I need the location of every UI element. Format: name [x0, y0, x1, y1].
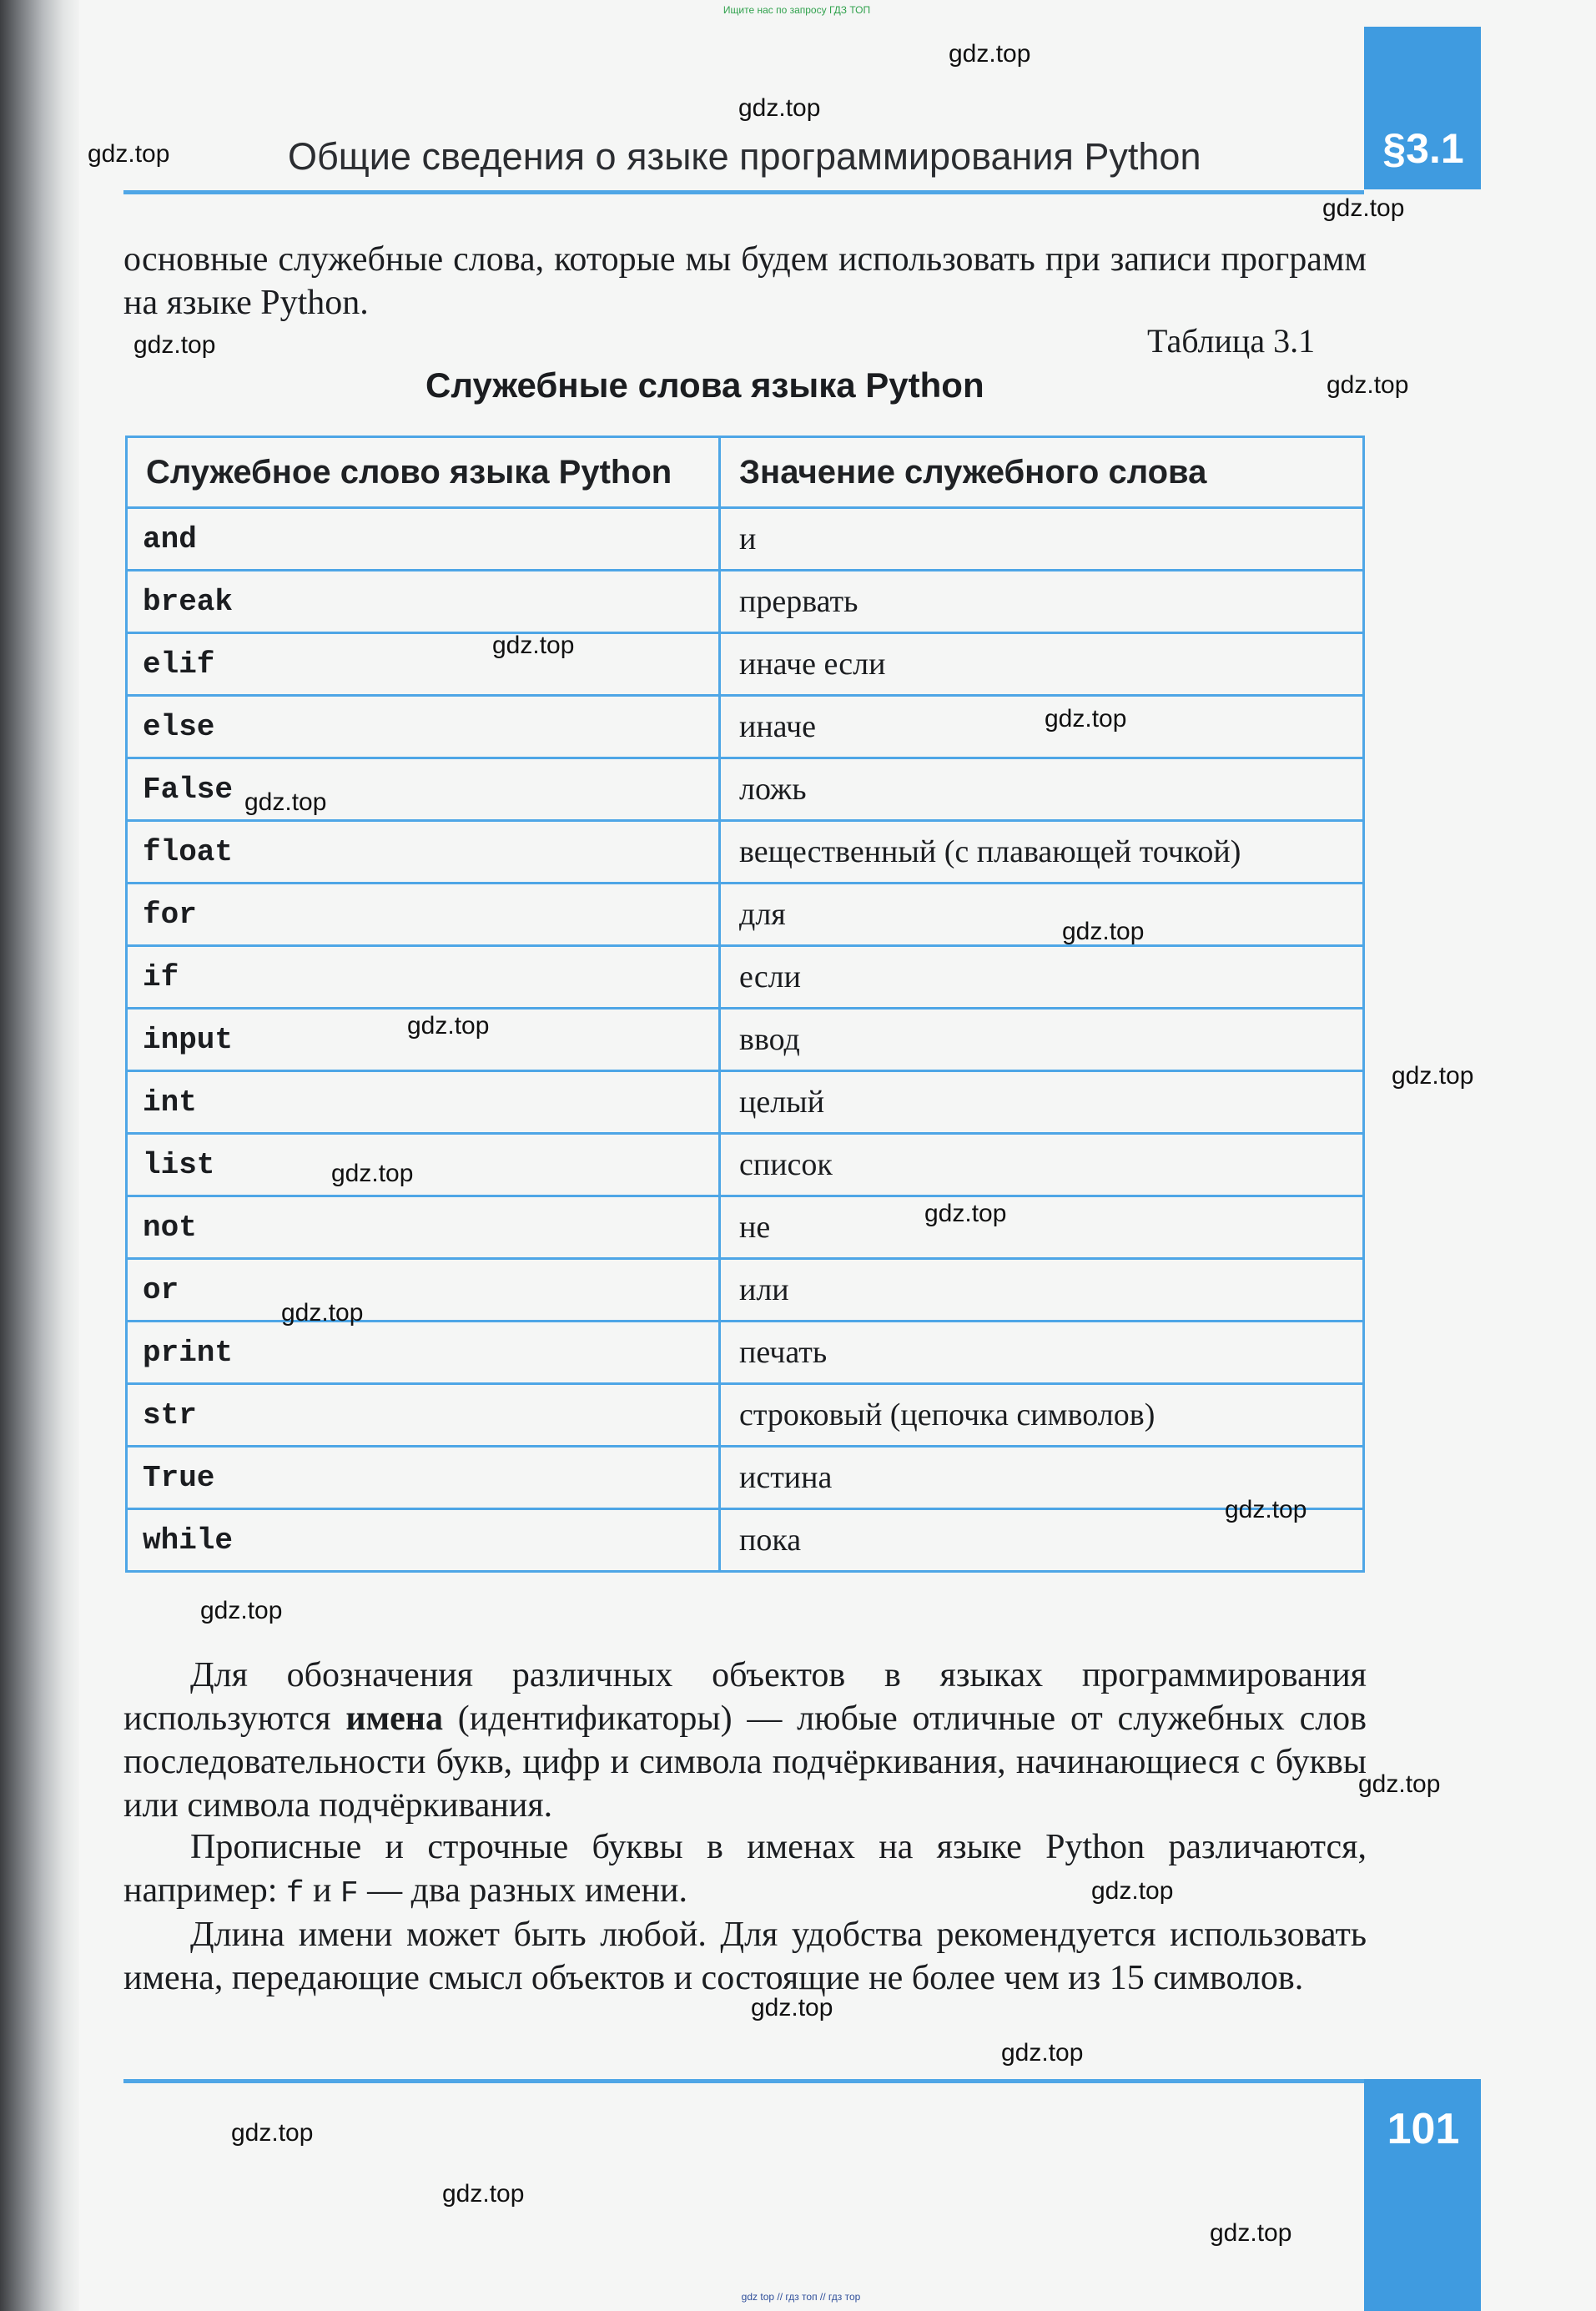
- header-rule: [123, 190, 1364, 194]
- column-header-keyword: Служебное слово языка Python: [127, 437, 720, 508]
- table-row: [127, 1134, 1364, 1196]
- meaning-cell: целый: [720, 1071, 1364, 1134]
- watermark: gdz.top: [244, 788, 327, 816]
- table-row: [127, 1196, 1364, 1259]
- term-names: имена: [345, 1699, 443, 1738]
- meaning-cell: печать: [720, 1322, 1364, 1384]
- watermark: gdz.top: [231, 2119, 314, 2147]
- table-row: [127, 508, 1364, 571]
- keyword-cell: True: [127, 1447, 720, 1509]
- watermark: gdz.top: [1045, 705, 1127, 733]
- table-row: [127, 571, 1364, 633]
- meaning-cell: или: [720, 1259, 1364, 1322]
- intro-paragraph: основные служебные слова, которые мы будем использовать при записи программ на языке Python.: [123, 240, 1367, 322]
- name-length-paragraph: Длина имени может быть любой. Для удобства рекомендуется использовать имена, передающие смысл объектов и состоящие не более чем из 15 символов.: [123, 1916, 1367, 1997]
- meaning-cell: и: [720, 508, 1364, 571]
- top-banner: Ищите нас по запросу ГДЗ ТОП: [722, 4, 871, 16]
- watermark: gdz.top: [1210, 2219, 1292, 2247]
- watermark: gdz.top: [1001, 2039, 1084, 2067]
- watermark: gdz.top: [1358, 1770, 1441, 1798]
- meaning-cell: истина: [720, 1447, 1364, 1509]
- meaning-cell: прервать: [720, 571, 1364, 633]
- paragraph-text: — два разных имени.: [358, 1871, 687, 1910]
- keyword-cell: or: [127, 1259, 720, 1322]
- meaning-cell: иначе если: [720, 633, 1364, 696]
- table-row: [127, 821, 1364, 884]
- meaning-cell: не: [720, 1196, 1364, 1259]
- code-example-upper: F: [340, 1876, 359, 1911]
- paragraph-text: Для обозначения различных объектов в языках программирования используются: [123, 1656, 1367, 1738]
- watermark: gdz.top: [492, 632, 575, 659]
- section-number: §3.1: [1382, 125, 1464, 172]
- table-row: [127, 1384, 1364, 1447]
- watermark: gdz.top: [331, 1160, 414, 1187]
- table-row: [127, 633, 1364, 696]
- table-row: [127, 1322, 1364, 1384]
- paragraph-text: Прописные и строчные буквы в именах на языке Python различаются, например:: [123, 1828, 1367, 1910]
- keyword-cell: else: [127, 696, 720, 758]
- meaning-cell: вещественный (с плавающей точкой): [720, 821, 1364, 884]
- paragraph-text: и: [304, 1871, 340, 1910]
- meaning-cell: ввод: [720, 1009, 1364, 1071]
- table-row: [127, 884, 1364, 946]
- watermark: gdz.top: [1327, 371, 1409, 399]
- keyword-cell: not: [127, 1196, 720, 1259]
- watermark: gdz.top: [1062, 918, 1145, 945]
- keyword-cell: if: [127, 946, 720, 1009]
- watermark: gdz.top: [281, 1299, 364, 1327]
- watermark: gdz.top: [1392, 1062, 1474, 1090]
- table-row: [127, 946, 1364, 1009]
- meaning-cell: для: [720, 884, 1364, 946]
- table-row: [127, 1447, 1364, 1509]
- case-sensitivity-paragraph: [123, 1825, 1367, 1916]
- watermark: gdz.top: [200, 1597, 283, 1624]
- meaning-cell: иначе: [720, 696, 1364, 758]
- keyword-cell: while: [127, 1509, 720, 1572]
- watermark: gdz.top: [738, 94, 821, 122]
- table-header-row: [127, 437, 1364, 508]
- keyword-cell: and: [127, 508, 720, 571]
- watermark: gdz.top: [442, 2180, 525, 2208]
- keyword-cell: break: [127, 571, 720, 633]
- keyword-cell: float: [127, 821, 720, 884]
- page-number: 101: [1387, 2105, 1460, 2153]
- meaning-cell: если: [720, 946, 1364, 1009]
- meaning-cell: строковый (цепочка символов): [720, 1384, 1364, 1447]
- footer-rule: [123, 2079, 1364, 2083]
- table-row: [127, 1509, 1364, 1572]
- watermark: gdz.top: [924, 1200, 1007, 1227]
- keyword-cell: elif: [127, 633, 720, 696]
- watermark: gdz.top: [88, 140, 170, 168]
- keyword-cell: list: [127, 1134, 720, 1196]
- table-row: [127, 1009, 1364, 1071]
- code-example-lower: f: [285, 1876, 305, 1911]
- keywords-table: [125, 436, 1365, 1573]
- meaning-cell: пока: [720, 1509, 1364, 1572]
- paragraph-text: (идентификаторы) — любые отличные от служебных слов последовательности букв, цифр и символа подчёркивания, начинающиеся с буквы или символа подчёркивания.: [123, 1699, 1367, 1825]
- watermark: gdz.top: [1322, 194, 1405, 222]
- meaning-cell: ложь: [720, 758, 1364, 821]
- watermark: gdz.top: [1091, 1877, 1174, 1905]
- keyword-cell: str: [127, 1384, 720, 1447]
- bottom-banner: gdz top // гдз топ // гдз тор: [741, 2291, 861, 2303]
- watermark: gdz.top: [407, 1012, 490, 1040]
- table-caption: Служебные слова языка Python: [425, 365, 984, 405]
- watermark: gdz.top: [949, 40, 1031, 68]
- page-header-title: Общие сведения о языке программирования Python: [288, 135, 1201, 178]
- identifiers-paragraph: [123, 1654, 1367, 1827]
- keyword-cell: for: [127, 884, 720, 946]
- meaning-cell: список: [720, 1134, 1364, 1196]
- table-row: [127, 696, 1364, 758]
- keyword-cell: print: [127, 1322, 720, 1384]
- keyword-cell: input: [127, 1009, 720, 1071]
- watermark: gdz.top: [133, 331, 216, 359]
- keyword-cell: False: [127, 758, 720, 821]
- table-label: Таблица 3.1: [1147, 322, 1316, 360]
- watermark: gdz.top: [751, 1994, 833, 2021]
- column-header-meaning: Значение служебного слова: [720, 437, 1364, 508]
- keyword-cell: int: [127, 1071, 720, 1134]
- book-spine-shadow: [0, 0, 79, 2311]
- table-row: [127, 1071, 1364, 1134]
- watermark: gdz.top: [1225, 1496, 1307, 1523]
